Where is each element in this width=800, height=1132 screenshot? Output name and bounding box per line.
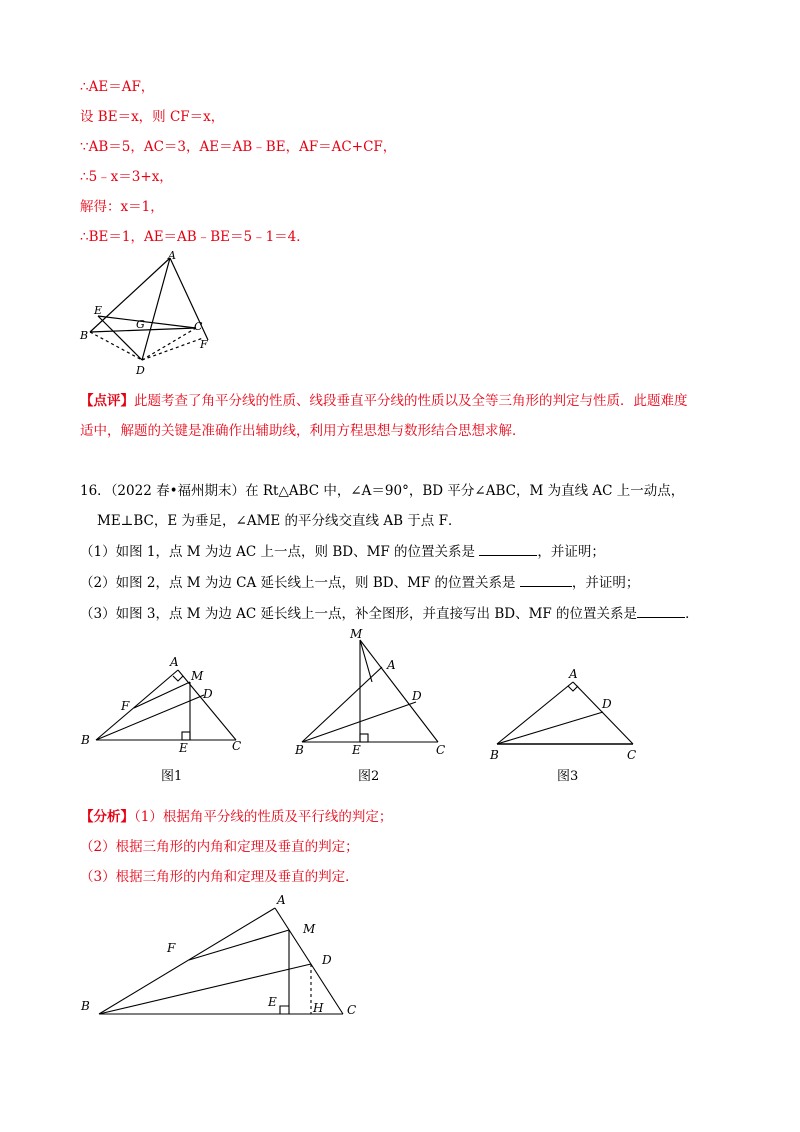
analysis-line-1 (80, 808, 392, 826)
figure-2-caption: 图2 (358, 769, 380, 784)
fig3-label-c: C (627, 748, 637, 762)
bigfig-label-c: C (347, 1003, 357, 1017)
figure-2 (290, 622, 460, 761)
solution-line-1: ∴AE＝AF， (80, 79, 155, 95)
problem-16-stem-1 (80, 482, 684, 500)
solution-line-2: 设 BE＝x，则 CF＝x， (80, 109, 225, 125)
figure-3 (485, 662, 645, 766)
fig-label-g: G (136, 318, 145, 331)
fig-label-b: B (80, 329, 89, 342)
solution-line-3: ∵AB＝5，AC＝3，AE＝AB﹣BE，AF＝AC+CF， (80, 139, 397, 155)
question-2-text: （2）如图 2，点 M 为边 CA 延长线上一点，则 BD、MF 的位置关系是 (80, 575, 516, 591)
bigfig-label-f: F (167, 941, 176, 955)
analysis-tag: 【分析】 (80, 809, 134, 825)
bigfig-label-b: B (81, 999, 90, 1013)
fig3-label-d: D (602, 697, 612, 711)
question-3-tail: ． (685, 606, 699, 622)
fig3-label-b: B (490, 748, 499, 762)
problem-source: （2022 春•福州期末） (110, 483, 246, 499)
question-3-text: （3）如图 3，点 M 为边 AC 延长线上一点，补全图形，并直接写出 BD、MF 的位置关系是 (80, 606, 638, 622)
solution-line-6: ∴BE＝1，AE＝AB﹣BE＝5﹣1＝4． (80, 229, 310, 245)
solution-line-5: 解得：x＝1， (80, 199, 164, 215)
fig-label-a: A (168, 250, 176, 262)
bigfig-label-e: E (268, 995, 277, 1009)
fig-label-c: C (194, 320, 203, 333)
fig-label-f: F (200, 338, 208, 351)
answer-blank-1[interactable] (479, 543, 537, 556)
solution-line-4: ∴5﹣x＝3+x， (80, 169, 173, 185)
fig2-label-d: D (412, 689, 422, 703)
fig3-label-a: A (569, 667, 578, 681)
analysis-line-2: （2）根据三角形的内角和定理及垂直的判定； (80, 839, 359, 855)
bigfig-label-a: A (277, 893, 286, 907)
comment-text-1: 此题考查了角平分线的性质、线段垂直平分线的性质以及全等三角形的判定与性质．此题难度 (134, 393, 688, 409)
fig1-label-e: E (179, 741, 188, 755)
fig1-label-a: A (170, 655, 179, 669)
figure-1-caption: 图1 (161, 769, 183, 784)
fig1-label-f: F (121, 699, 130, 713)
fig2-label-a: A (387, 658, 396, 672)
question-3 (80, 605, 699, 623)
answer-blank-3[interactable] (637, 605, 685, 618)
bigfig-label-d: D (322, 953, 332, 967)
fig-label-d: D (136, 364, 145, 377)
comment-line-2: 适中，解题的关键是准确作出辅助线，利用方程思想与数形结合思想求解． (80, 423, 526, 439)
analysis-figure (75, 888, 375, 1032)
bigfig-label-h: H (313, 1001, 324, 1015)
question-1-tail: ，并证明； (537, 544, 605, 560)
question-2 (80, 574, 639, 592)
fig1-label-c: C (232, 739, 242, 753)
problem-16-stem-2: ME⊥BC，E 为垂足，∠AME 的平分线交直线 AB 于点 F． (97, 513, 462, 529)
fig1-label-b: B (81, 733, 90, 747)
fig2-label-m: M (350, 627, 363, 641)
analysis-line-3: （3）根据三角形的内角和定理及垂直的判定． (80, 869, 359, 885)
figure-3-caption: 图3 (557, 769, 579, 784)
figure-1 (78, 650, 258, 759)
fig1-label-m: M (191, 669, 204, 683)
problem-number: 16． (80, 483, 111, 499)
fig2-label-e: E (352, 743, 361, 757)
fig-label-e: E (94, 304, 103, 317)
comment-tag: 【点评】 (80, 393, 134, 409)
answer-blank-2[interactable] (520, 574, 572, 587)
bigfig-label-m: M (303, 922, 316, 936)
solution-figure (78, 250, 228, 384)
question-1 (80, 543, 605, 561)
question-1-text: （1）如图 1，点 M 为边 AC 上一点，则 BD、MF 的位置关系是 (80, 544, 476, 560)
analysis-text-1: （1）根据角平分线的性质及平行线的判定； (134, 809, 393, 825)
problem-stem-1: 在 Rt△ABC 中，∠A＝90°，BD 平分∠ABC，M 为直线 AC 上一动点， (245, 483, 685, 499)
fig2-label-b: B (295, 743, 304, 757)
question-2-tail: ，并证明； (571, 575, 640, 591)
fig1-label-d: D (203, 687, 213, 701)
comment-line-1 (80, 392, 688, 410)
fig2-label-c: C (436, 743, 446, 757)
